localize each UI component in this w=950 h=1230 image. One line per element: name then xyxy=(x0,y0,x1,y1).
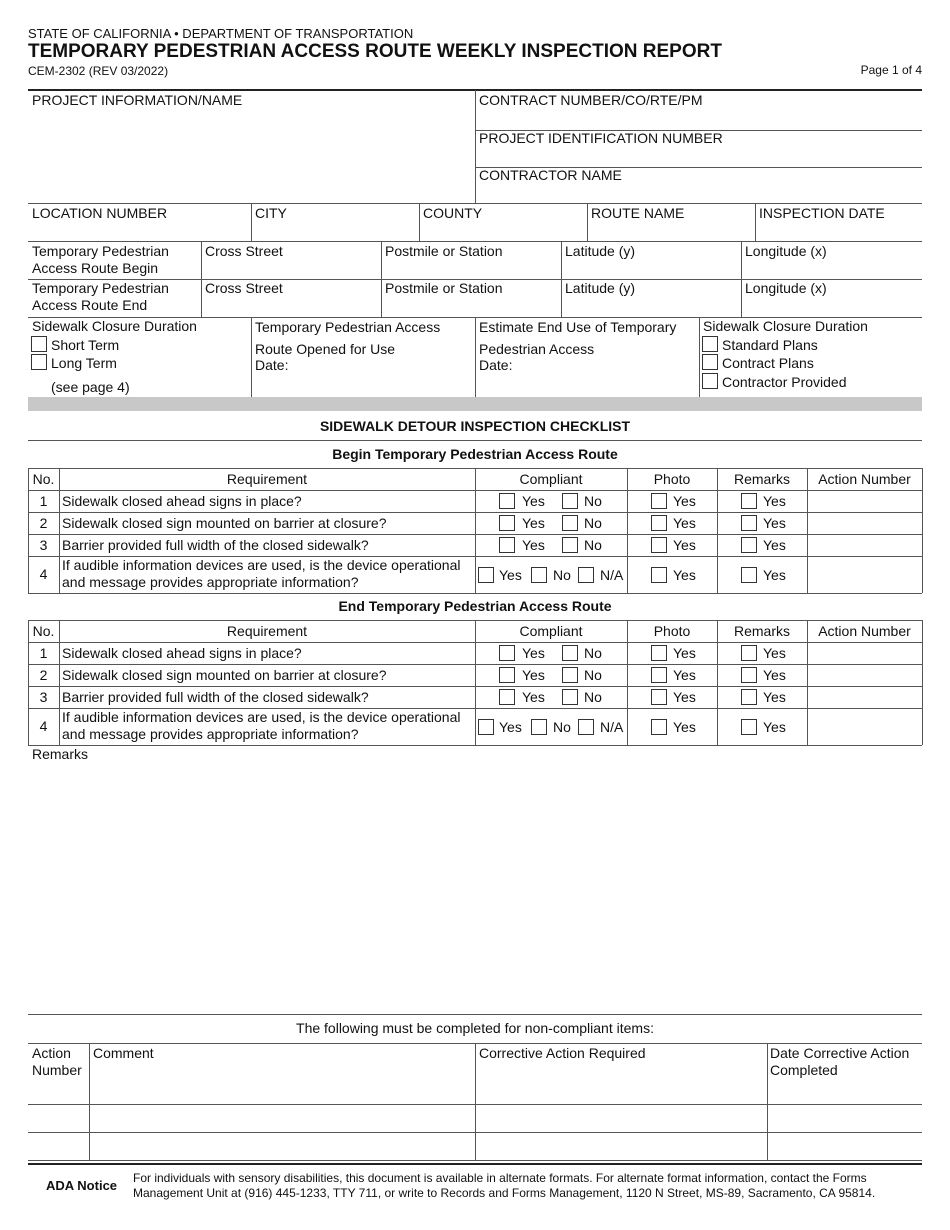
begin-longitude-label: Longitude (x) xyxy=(745,243,827,259)
end-no-label: No xyxy=(584,667,602,683)
end-requirement-text: Barrier provided full width of the closed sidewalk? xyxy=(62,689,369,705)
begin-no-label: No xyxy=(584,537,602,553)
begin-row2-action-input[interactable] xyxy=(810,514,918,532)
begin-remarks-header: Remarks xyxy=(733,471,790,487)
begin-photo-header: Photo xyxy=(653,471,691,487)
checklist-title: SIDEWALK DETOUR INSPECTION CHECKLIST xyxy=(319,418,631,434)
estimate-end-date-label: Date: xyxy=(479,357,513,373)
end-yes-label: Yes xyxy=(522,645,545,661)
end-requirement-header: Requirement xyxy=(226,623,308,639)
end-remarks-yes-label: Yes xyxy=(763,667,786,683)
end-photo-header: Photo xyxy=(653,623,691,639)
end-requirement-text: Sidewalk closed ahead signs in place? xyxy=(62,645,302,661)
begin-requirement-header: Requirement xyxy=(226,471,308,487)
contract-plans-label: Contract Plans xyxy=(722,355,814,371)
end-row3-action-input[interactable] xyxy=(810,688,918,706)
begin-remarks-yes-label: Yes xyxy=(763,493,786,509)
begin-photo-yes-label: Yes xyxy=(673,515,696,531)
begin-cross-street-input[interactable] xyxy=(205,261,377,278)
end-postmile-label: Postmile or Station xyxy=(385,280,503,296)
begin-row3-action-input[interactable] xyxy=(810,536,918,554)
form-title: TEMPORARY PEDESTRIAN ACCESS ROUTE WEEKLY INSPECTION REPORT xyxy=(28,41,722,62)
contractor-name-input[interactable] xyxy=(479,184,919,202)
end-longitude-input[interactable] xyxy=(745,298,917,315)
end-row4-compliant-no-checkbox[interactable] xyxy=(531,719,547,735)
begin-na-label: N/A xyxy=(600,567,624,583)
begin-row3-photo-checkbox[interactable] xyxy=(651,537,667,553)
end-row3-photo-checkbox[interactable] xyxy=(651,689,667,705)
ada-notice-text: For individuals with sensory disabilities, this document is available in alternate formats. For alternate format information, contact the Forms Management Unit at (916) 445-1233, TTY 711, or write to Records and Forms Management, 1120 N Street, MS-89, Sacramento, CA 95814. xyxy=(133,1171,876,1200)
begin-yes-label: Yes xyxy=(522,493,545,509)
end-row4-compliant-yes-checkbox[interactable] xyxy=(478,719,494,735)
begin-row1-compliant-no-checkbox[interactable] xyxy=(562,493,578,509)
end-row1-remarks-checkbox[interactable] xyxy=(741,645,757,661)
nc-row1-comment-input[interactable] xyxy=(92,1107,472,1129)
closure-duration-label: Sidewalk Closure Duration xyxy=(32,318,197,334)
end-row2-action-input[interactable] xyxy=(810,666,918,684)
page-number: Page 1 of 4 xyxy=(860,63,922,77)
end-row4-action-input[interactable] xyxy=(810,710,918,743)
end-photo-yes-label: Yes xyxy=(673,667,696,683)
end-cross-street-label: Cross Street xyxy=(205,280,283,296)
begin-requirement-text: Sidewalk closed sign mounted on barrier at closure? xyxy=(62,515,387,531)
section-divider xyxy=(28,397,922,411)
nc-row2-corrective-input[interactable] xyxy=(478,1135,764,1157)
begin-action-header: Action Number xyxy=(818,471,911,487)
long-term-checkbox[interactable] xyxy=(31,354,47,370)
end-photo-yes-label: Yes xyxy=(673,645,696,661)
nc-row2-date-input[interactable] xyxy=(770,1135,920,1157)
standard-plans-checkbox[interactable] xyxy=(702,336,718,352)
end-yes-label: Yes xyxy=(522,689,545,705)
contract-number-input[interactable] xyxy=(479,110,919,128)
route-name-input[interactable] xyxy=(591,222,751,239)
form-header xyxy=(28,26,722,79)
end-row1-photo-checkbox[interactable] xyxy=(651,645,667,661)
long-term-label: Long Term xyxy=(51,355,117,371)
end-row1-compliant-no-checkbox[interactable] xyxy=(562,645,578,661)
begin-no-label: No xyxy=(584,493,602,509)
begin-row-number: 1 xyxy=(39,493,48,509)
begin-row4-compliant-na-checkbox[interactable] xyxy=(578,567,594,583)
begin-row2-photo-checkbox[interactable] xyxy=(651,515,667,531)
short-term-label: Short Term xyxy=(51,337,120,353)
begin-row4-compliant-no-checkbox[interactable] xyxy=(531,567,547,583)
end-row-number: 2 xyxy=(39,667,48,683)
end-row1-compliant-yes-checkbox[interactable] xyxy=(499,645,515,661)
begin-row4-compliant-yes-checkbox[interactable] xyxy=(478,567,494,583)
begin-postmile-label: Postmile or Station xyxy=(385,243,503,259)
contract-plans-checkbox[interactable] xyxy=(702,354,718,370)
route-begin-label: Temporary Pedestrian Access Route Begin xyxy=(32,243,169,276)
begin-row1-compliant-yes-checkbox[interactable] xyxy=(499,493,515,509)
end-latitude-label: Latitude (y) xyxy=(565,280,636,296)
begin-latitude-input[interactable] xyxy=(565,261,737,278)
form-number: CEM-2302 (REV 03/2022) xyxy=(28,64,169,78)
end-route-title: End Temporary Pedestrian Access Route xyxy=(338,598,612,614)
begin-postmile-input[interactable] xyxy=(385,261,557,278)
end-remarks-header: Remarks xyxy=(733,623,790,639)
begin-latitude-label: Latitude (y) xyxy=(565,243,636,259)
begin-photo-yes-label: Yes xyxy=(673,493,696,509)
begin-yes-label: Yes xyxy=(522,537,545,553)
begin-no-header: No. xyxy=(32,471,55,487)
begin-row2-compliant-no-checkbox[interactable] xyxy=(562,515,578,531)
inspection-date-input[interactable] xyxy=(759,222,919,239)
contractor-name-label: CONTRACTOR NAME xyxy=(479,167,622,183)
begin-row4-action-input[interactable] xyxy=(810,558,918,591)
begin-photo-yes-label: Yes xyxy=(673,537,696,553)
closure-plans-label: Sidewalk Closure Duration xyxy=(703,318,868,334)
end-no-label: No xyxy=(584,645,602,661)
begin-yes-label: Yes xyxy=(499,567,522,583)
nc-row1-corrective-input[interactable] xyxy=(478,1107,764,1129)
end-yes-label: Yes xyxy=(499,719,522,735)
begin-yes-label: Yes xyxy=(522,515,545,531)
estimate-end-label: Estimate End Use of Temporary Pedestrian Access xyxy=(479,319,677,357)
county-input[interactable] xyxy=(423,222,583,239)
begin-row4-photo-checkbox[interactable] xyxy=(651,567,667,583)
route-opened-date-input[interactable] xyxy=(292,356,470,374)
end-action-header: Action Number xyxy=(818,623,911,639)
comment-header: Comment xyxy=(93,1045,154,1061)
city-label: CITY xyxy=(255,205,287,221)
end-photo-yes-label: Yes xyxy=(673,719,696,735)
end-row2-compliant-yes-checkbox[interactable] xyxy=(499,667,515,683)
end-row2-photo-checkbox[interactable] xyxy=(651,667,667,683)
end-no-label: No xyxy=(553,719,571,735)
noncompliant-title: The following must be completed for non-compliant items: xyxy=(296,1020,654,1036)
end-no-label: No xyxy=(584,689,602,705)
begin-requirement-text: Sidewalk closed ahead signs in place? xyxy=(62,493,302,509)
begin-row4-remarks-checkbox[interactable] xyxy=(741,567,757,583)
agency-line: STATE OF CALIFORNIA • DEPARTMENT OF TRANSPORTATION xyxy=(28,26,414,41)
end-latitude-input[interactable] xyxy=(565,298,737,315)
route-name-label: ROUTE NAME xyxy=(591,205,685,221)
end-requirement-text: Sidewalk closed sign mounted on barrier at closure? xyxy=(62,667,387,683)
begin-compliant-header: Compliant xyxy=(519,471,583,487)
action-number-header: Action Number xyxy=(32,1045,82,1078)
contractor-provided-checkbox[interactable] xyxy=(702,373,718,389)
remarks-textarea[interactable] xyxy=(32,766,920,1010)
nc-row1-action-input[interactable] xyxy=(31,1107,87,1129)
end-na-label: N/A xyxy=(600,719,624,735)
begin-row-number: 2 xyxy=(39,515,48,531)
nc-row2-action-input[interactable] xyxy=(31,1135,87,1157)
see-page-note: (see page 4) xyxy=(51,379,130,395)
end-compliant-header: Compliant xyxy=(519,623,583,639)
begin-row1-action-input[interactable] xyxy=(810,492,918,510)
begin-no-label: No xyxy=(584,515,602,531)
begin-cross-street-label: Cross Street xyxy=(205,243,283,259)
route-opened-date-label: Date: xyxy=(255,357,289,373)
begin-row1-photo-checkbox[interactable] xyxy=(651,493,667,509)
end-postmile-input[interactable] xyxy=(385,298,557,315)
project-id-input[interactable] xyxy=(479,148,919,166)
end-remarks-yes-label: Yes xyxy=(763,689,786,705)
end-requirement-text: If audible information devices are used, is the device operational and message provides appropriate information? xyxy=(62,709,461,742)
corrective-action-header: Corrective Action Required xyxy=(479,1045,646,1061)
end-row3-compliant-yes-checkbox[interactable] xyxy=(499,689,515,705)
county-label: COUNTY xyxy=(423,205,483,221)
project-info-label: PROJECT INFORMATION/NAME xyxy=(32,92,243,108)
end-row4-compliant-na-checkbox[interactable] xyxy=(578,719,594,735)
contract-number-label: CONTRACT NUMBER/CO/RTE/PM xyxy=(479,92,703,108)
end-yes-label: Yes xyxy=(522,667,545,683)
project-id-label: PROJECT IDENTIFICATION NUMBER xyxy=(479,130,723,146)
date-completed-header: Date Corrective Action Completed xyxy=(770,1045,910,1078)
ada-notice-label: ADA Notice xyxy=(46,1178,118,1193)
begin-remarks-yes-label: Yes xyxy=(763,515,786,531)
nc-row2-comment-input[interactable] xyxy=(92,1135,472,1157)
end-photo-yes-label: Yes xyxy=(673,689,696,705)
inspection-date-label: INSPECTION DATE xyxy=(759,205,885,221)
end-row2-remarks-checkbox[interactable] xyxy=(741,667,757,683)
end-remarks-yes-label: Yes xyxy=(763,645,786,661)
end-row3-remarks-checkbox[interactable] xyxy=(741,689,757,705)
end-row-number: 3 xyxy=(39,689,48,705)
location-number-input[interactable] xyxy=(32,222,247,239)
end-cross-street-input[interactable] xyxy=(205,298,377,315)
end-row4-remarks-checkbox[interactable] xyxy=(741,719,757,735)
estimate-end-date-input[interactable] xyxy=(516,356,694,374)
begin-row-number: 3 xyxy=(39,537,48,553)
begin-route-title: Begin Temporary Pedestrian Access Route xyxy=(332,446,618,462)
location-number-label: LOCATION NUMBER xyxy=(32,205,168,221)
project-info-input[interactable] xyxy=(32,112,470,197)
end-row-number: 1 xyxy=(39,645,48,661)
begin-requirement-text: Barrier provided full width of the closed sidewalk? xyxy=(62,537,369,553)
end-remarks-yes-label: Yes xyxy=(763,719,786,735)
begin-remarks-yes-label: Yes xyxy=(763,567,786,583)
end-row3-compliant-no-checkbox[interactable] xyxy=(562,689,578,705)
city-input[interactable] xyxy=(255,222,415,239)
end-row2-compliant-no-checkbox[interactable] xyxy=(562,667,578,683)
end-longitude-label: Longitude (x) xyxy=(745,280,827,296)
begin-longitude-input[interactable] xyxy=(745,261,917,278)
begin-row-number: 4 xyxy=(39,566,48,582)
route-end-label: Temporary Pedestrian Access Route End xyxy=(32,280,169,313)
short-term-checkbox[interactable] xyxy=(31,336,47,352)
begin-remarks-yes-label: Yes xyxy=(763,537,786,553)
begin-row3-remarks-checkbox[interactable] xyxy=(741,537,757,553)
begin-row2-remarks-checkbox[interactable] xyxy=(741,515,757,531)
begin-row3-compliant-no-checkbox[interactable] xyxy=(562,537,578,553)
end-row1-action-input[interactable] xyxy=(810,644,918,662)
nc-row1-date-input[interactable] xyxy=(770,1107,920,1129)
route-opened-label: Temporary Pedestrian Access Route Opened for Use xyxy=(255,319,441,357)
begin-no-label: No xyxy=(553,567,571,583)
remarks-label: Remarks xyxy=(32,746,89,762)
contractor-provided-label: Contractor Provided xyxy=(722,374,847,390)
begin-requirement-text: If audible information devices are used, is the device operational and message provides appropriate information? xyxy=(62,557,461,590)
standard-plans-label: Standard Plans xyxy=(722,337,818,353)
begin-row1-remarks-checkbox[interactable] xyxy=(741,493,757,509)
end-row-number: 4 xyxy=(39,718,48,734)
end-row4-photo-checkbox[interactable] xyxy=(651,719,667,735)
begin-row3-compliant-yes-checkbox[interactable] xyxy=(499,537,515,553)
begin-row2-compliant-yes-checkbox[interactable] xyxy=(499,515,515,531)
end-no-header: No. xyxy=(32,623,55,639)
begin-photo-yes-label: Yes xyxy=(673,567,696,583)
